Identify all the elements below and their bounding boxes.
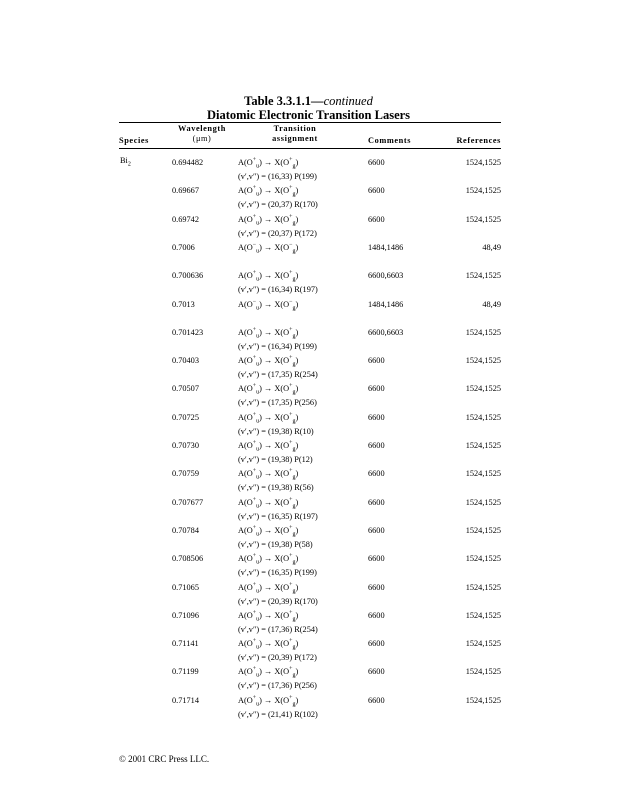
- transition-cell: $A(O^+_u) \to X(O^+_g)$: [238, 383, 299, 396]
- parity-sign: +: [289, 497, 293, 504]
- comments-cell: 6600: [368, 215, 385, 224]
- header-transition-line2: assignment: [272, 134, 318, 143]
- assignment-cell: (v′,v″) = (19,38) R(56): [238, 483, 314, 492]
- symmetry-label: g: [292, 389, 296, 396]
- parity-sign: +: [252, 383, 257, 390]
- references-cell: 1524,1525: [465, 441, 501, 450]
- comments-cell: 6600: [368, 639, 385, 648]
- symmetry-label: g: [292, 333, 296, 340]
- wavelength-cell: 0.70403: [172, 356, 199, 365]
- transition-cell: $A(O^-_u) \to X(O^-_g)$: [238, 242, 299, 255]
- symmetry-label: g: [292, 191, 296, 198]
- parity-sign: +: [252, 525, 257, 532]
- wavelength-cell: 0.71065: [172, 583, 199, 592]
- parity-sign: +: [289, 695, 293, 702]
- references-cell: 1524,1525: [465, 667, 501, 676]
- references-cell: 48,49: [482, 300, 501, 309]
- parity-sign: +: [252, 355, 257, 362]
- header-references: References: [456, 136, 501, 145]
- wavelength-cell: 0.708506: [172, 554, 204, 563]
- wavelength-cell: 0.71714: [172, 696, 199, 705]
- transition-cell: $A(O^+_u) \to X(O^+_g)$: [238, 582, 299, 595]
- parity-sign: +: [289, 610, 293, 617]
- references-cell: 1524,1525: [465, 696, 501, 705]
- symmetry-label: g: [292, 220, 296, 227]
- comments-cell: 6600: [368, 469, 385, 478]
- parity-sign: +: [252, 270, 257, 277]
- assignment-cell: (v′,v″) = (20,37) R(170): [238, 200, 318, 209]
- parity-sign: +: [289, 214, 293, 221]
- assignment-cell: (v′,v″) = (17,36) P(256): [238, 681, 317, 690]
- symmetry-label: u: [256, 333, 260, 340]
- wavelength-cell: 0.70507: [172, 384, 199, 393]
- comments-cell: 6600: [368, 413, 385, 422]
- wavelength-cell: 0.70725: [172, 413, 199, 422]
- parity-sign: +: [289, 525, 293, 532]
- wavelength-cell: 0.69742: [172, 215, 199, 224]
- symmetry-label: u: [256, 305, 260, 312]
- parity-sign: +: [289, 638, 293, 645]
- symmetry-label: u: [256, 248, 260, 255]
- parity-sign: −: [252, 242, 257, 249]
- transition-cell: $A(O^+_u) \to X(O^+_g)$: [238, 666, 299, 679]
- species-cell: [120, 156, 131, 166]
- parity-sign: −: [252, 299, 257, 306]
- table-title: Diatomic Electronic Transition Lasers: [206, 108, 411, 122]
- table-number: Table 3.3.1.1—: [244, 94, 324, 108]
- references-cell: 1524,1525: [465, 271, 501, 280]
- symmetry-label: g: [292, 361, 296, 368]
- species-subscript: 2: [127, 161, 131, 168]
- parity-sign: +: [289, 582, 293, 589]
- symmetry-label: u: [256, 616, 260, 623]
- species-symbol: Bi: [120, 156, 128, 165]
- assignment-cell: (v′,v″) = (20,39) P(172): [238, 653, 317, 662]
- assignment-cell: (v′,v″) = (16,35) P(199): [238, 568, 317, 577]
- references-cell: 1524,1525: [465, 611, 501, 620]
- references-cell: 1524,1525: [465, 384, 501, 393]
- wavelength-cell: 0.69667: [172, 186, 199, 195]
- header-species: Species: [119, 136, 150, 145]
- parity-sign: +: [289, 553, 293, 560]
- references-cell: 1524,1525: [465, 639, 501, 648]
- header-wavelength-line1: Wavelength: [178, 124, 226, 133]
- table-caption: [0, 94, 617, 109]
- assignment-cell: (v′,v″) = (17,36) R(254): [238, 625, 318, 634]
- symmetry-label: g: [292, 559, 296, 566]
- parity-sign: +: [252, 610, 257, 617]
- parity-sign: +: [252, 582, 257, 589]
- comments-cell: 6600: [368, 696, 385, 705]
- assignment-cell: (v′,v″) = (16,33) P(199): [238, 172, 317, 181]
- transition-cell: $A(O^+_u) \to X(O^+_g)$: [238, 553, 299, 566]
- parity-sign: −: [289, 242, 293, 249]
- symmetry-label: u: [256, 220, 260, 227]
- references-cell: 1524,1525: [465, 583, 501, 592]
- references-cell: 1524,1525: [465, 158, 501, 167]
- comments-cell: 6600,6603: [368, 271, 404, 280]
- assignment-cell: (v′,v″) = (17,35) P(256): [238, 398, 317, 407]
- wavelength-cell: 0.70784: [172, 526, 199, 535]
- comments-cell: 6600: [368, 158, 385, 167]
- parity-sign: +: [252, 666, 257, 673]
- symmetry-label: g: [292, 503, 296, 510]
- header-wavelength-line2: (μm): [192, 134, 212, 143]
- parity-sign: +: [289, 383, 293, 390]
- assignment-cell: (v′,v″) = (16,34) R(197): [238, 285, 318, 294]
- parity-sign: +: [252, 695, 257, 702]
- transition-cell: $A(O^+_u) \to X(O^+_g)$: [238, 525, 299, 538]
- references-cell: 1524,1525: [465, 469, 501, 478]
- wavelength-cell: 0.70730: [172, 441, 199, 450]
- symmetry-label: u: [256, 644, 260, 651]
- wavelength-cell: 0.707677: [172, 498, 204, 507]
- parity-sign: +: [289, 468, 293, 475]
- assignment-cell: (v′,v″) = (20,39) R(170): [238, 597, 318, 606]
- parity-sign: +: [252, 214, 257, 221]
- symmetry-label: g: [292, 616, 296, 623]
- symmetry-label: u: [256, 191, 260, 198]
- header-rule: [119, 148, 501, 149]
- comments-cell: 6600: [368, 384, 385, 393]
- assignment-cell: (v′,v″) = (19,38) R(10): [238, 427, 314, 436]
- symmetry-label: g: [292, 418, 296, 425]
- parity-sign: +: [252, 440, 257, 447]
- assignment-cell: (v′,v″) = (16,34) P(199): [238, 342, 317, 351]
- comments-cell: 6600: [368, 554, 385, 563]
- transition-cell: $A(O^+_u) \to X(O^+_g)$: [238, 468, 299, 481]
- wavelength-cell: 0.694482: [172, 158, 204, 167]
- transition-cell: $A(O^+_u) \to X(O^+_g)$: [238, 440, 299, 453]
- transition-cell: $A(O^+_u) \to X(O^+_g)$: [238, 270, 299, 283]
- parity-sign: +: [289, 440, 293, 447]
- parity-sign: +: [252, 638, 257, 645]
- assignment-cell: (v′,v″) = (16,35) R(197): [238, 512, 318, 521]
- symmetry-label: g: [292, 531, 296, 538]
- symmetry-label: u: [256, 531, 260, 538]
- references-cell: 1524,1525: [465, 356, 501, 365]
- comments-cell: 6600: [368, 186, 385, 195]
- wavelength-cell: 0.701423: [172, 328, 204, 337]
- parity-sign: +: [289, 355, 293, 362]
- assignment-cell: (v′,v″) = (21,41) R(102): [238, 710, 318, 719]
- symmetry-label: u: [256, 361, 260, 368]
- assignment-cell: (v′,v″) = (20,37) P(172): [238, 229, 317, 238]
- wavelength-cell: 0.7013: [172, 300, 195, 309]
- symmetry-label: g: [292, 474, 296, 481]
- symmetry-label: u: [256, 588, 260, 595]
- parity-sign: +: [289, 327, 293, 334]
- comments-cell: 6600: [368, 441, 385, 450]
- wavelength-cell: 0.71096: [172, 611, 199, 620]
- symmetry-label: u: [256, 446, 260, 453]
- top-rule: [119, 122, 501, 123]
- symmetry-label: u: [256, 389, 260, 396]
- wavelength-cell: 0.700636: [172, 271, 204, 280]
- comments-cell: 6600: [368, 611, 385, 620]
- transition-cell: $A(O^+_u) \to X(O^+_g)$: [238, 157, 299, 170]
- comments-cell: 6600: [368, 356, 385, 365]
- continued-label: continued: [323, 94, 373, 108]
- transition-cell: $A(O^+_u) \to X(O^+_g)$: [238, 412, 299, 425]
- comments-cell: 6600: [368, 526, 385, 535]
- symmetry-label: g: [292, 248, 296, 255]
- symmetry-label: g: [292, 701, 296, 708]
- references-cell: 1524,1525: [465, 328, 501, 337]
- references-cell: 1524,1525: [465, 526, 501, 535]
- references-cell: 48,49: [482, 243, 501, 252]
- parity-sign: +: [252, 468, 257, 475]
- parity-sign: +: [252, 185, 257, 192]
- symmetry-label: u: [256, 672, 260, 679]
- transition-cell: $A(O^+_u) \to X(O^+_g)$: [238, 214, 299, 227]
- wavelength-cell: 0.71199: [172, 667, 199, 676]
- wavelength-cell: 0.71141: [172, 639, 199, 648]
- symmetry-label: g: [292, 305, 296, 312]
- symmetry-label: u: [256, 474, 260, 481]
- symmetry-label: g: [292, 672, 296, 679]
- transition-cell: $A(O^+_u) \to X(O^+_g)$: [238, 610, 299, 623]
- symmetry-label: u: [256, 418, 260, 425]
- assignment-cell: (v′,v″) = (19,38) P(12): [238, 455, 313, 464]
- copyright-footer: © 2001 CRC Press LLC.: [119, 754, 210, 764]
- symmetry-label: g: [292, 276, 296, 283]
- references-cell: 1524,1525: [465, 554, 501, 563]
- transition-cell: $A(O^+_u) \to X(O^+_g)$: [238, 695, 299, 708]
- header-wavelength: [167, 124, 237, 144]
- wavelength-cell: 0.7006: [172, 243, 195, 252]
- symmetry-label: u: [256, 559, 260, 566]
- symmetry-label: g: [292, 588, 296, 595]
- comments-cell: 6600: [368, 667, 385, 676]
- comments-cell: 6600: [368, 498, 385, 507]
- symmetry-label: u: [256, 163, 260, 170]
- comments-cell: 1484,1486: [368, 300, 404, 309]
- parity-sign: +: [252, 327, 257, 334]
- header-transition: [250, 124, 340, 144]
- transition-cell: $A(O^+_u) \to X(O^+_g)$: [238, 638, 299, 651]
- header-transition-line1: Transition: [273, 124, 317, 133]
- references-cell: 1524,1525: [465, 498, 501, 507]
- assignment-cell: (v′,v″) = (19,38) P(58): [238, 540, 313, 549]
- transition-cell: $A(O^+_u) \to X(O^+_g)$: [238, 327, 299, 340]
- parity-sign: +: [289, 412, 293, 419]
- references-cell: 1524,1525: [465, 215, 501, 224]
- assignment-cell: (v′,v″) = (17,35) R(254): [238, 370, 318, 379]
- parity-sign: +: [289, 666, 293, 673]
- symmetry-label: u: [256, 276, 260, 283]
- transition-cell: $A(O^+_u) \to X(O^+_g)$: [238, 185, 299, 198]
- symmetry-label: g: [292, 163, 296, 170]
- parity-sign: −: [289, 299, 293, 306]
- transition-cell: $A(O^-_u) \to X(O^-_g)$: [238, 299, 299, 312]
- transition-cell: $A(O^+_u) \to X(O^+_g)$: [238, 497, 299, 510]
- parity-sign: +: [289, 185, 293, 192]
- header-comments: Comments: [368, 136, 412, 145]
- parity-sign: +: [289, 157, 293, 164]
- symmetry-label: g: [292, 644, 296, 651]
- parity-sign: +: [252, 412, 257, 419]
- comments-cell: 1484,1486: [368, 243, 404, 252]
- wavelength-cell: 0.70759: [172, 469, 199, 478]
- transition-cell: $A(O^+_u) \to X(O^+_g)$: [238, 355, 299, 368]
- parity-sign: +: [289, 270, 293, 277]
- parity-sign: +: [252, 553, 257, 560]
- symmetry-label: u: [256, 503, 260, 510]
- symmetry-label: u: [256, 701, 260, 708]
- references-cell: 1524,1525: [465, 186, 501, 195]
- references-cell: 1524,1525: [465, 413, 501, 422]
- comments-cell: 6600: [368, 583, 385, 592]
- comments-cell: 6600,6603: [368, 328, 404, 337]
- parity-sign: +: [252, 157, 257, 164]
- symmetry-label: g: [292, 446, 296, 453]
- parity-sign: +: [252, 497, 257, 504]
